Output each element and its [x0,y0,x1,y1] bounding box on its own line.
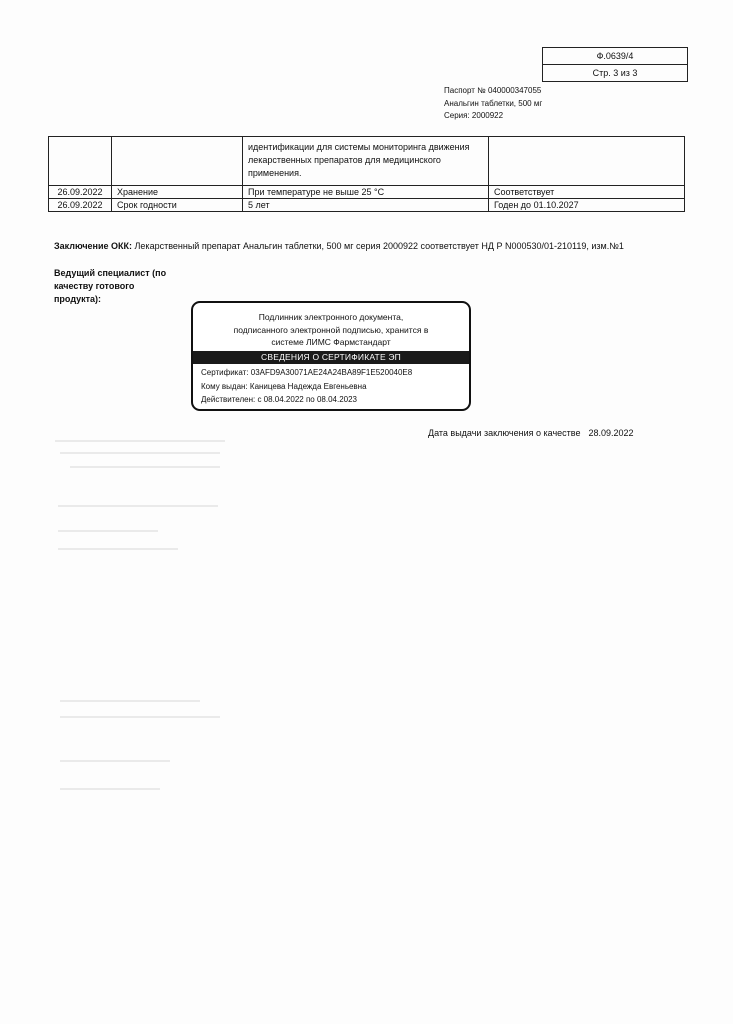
passport-product: Анальгин таблетки, 500 мг [444,98,543,108]
cell-result: Соответствует [489,186,685,199]
stamp-details [201,366,412,407]
stamp-certificate: Сертификат: 03AFD9A30071AE24A24BA89F1E520040E8 [201,368,413,377]
form-code-box [542,47,688,82]
passport-number: Паспорт № 040000347055 [444,86,542,95]
cell-name [112,137,243,186]
table-row [49,199,685,212]
bleed-through-mark [60,716,220,718]
bleed-through-mark [60,760,170,762]
stamp-certificate-bar: СВЕДЕНИЯ О СЕРТИФИКАТЕ ЭП [193,351,469,364]
bleed-through-mark [70,466,220,468]
bleed-through-mark [58,548,178,550]
qc-conclusion [54,240,654,253]
issue-date-label: Дата выдачи заключения о качестве [428,428,581,438]
page-number: Стр. 3 из 3 [543,64,687,81]
cell-result [489,137,685,186]
passport-info [444,85,542,123]
issue-date-line [428,428,634,438]
cell-name: Срок годности [112,199,243,212]
bleed-through-mark [60,452,220,454]
stamp-line: подписанного электронной подписью, хранится в [233,324,429,335]
cell-requirement: 5 лет [243,199,489,212]
form-code: Ф.0639/4 [596,51,634,61]
cell-name: Хранение [112,186,243,199]
stamp-valid: Действителен: с 08.04.2022 по 08.04.2023 [201,395,357,404]
bleed-through-mark [60,788,160,790]
bleed-through-mark [58,530,158,532]
specialist-label: Ведущий специалист (по качеству готового продукта): [54,268,167,304]
stamp-header [193,311,469,349]
stamp-issued-to: Кому выдан: Каницева Надежда Евгеньевна [201,381,367,391]
test-results-table [48,136,685,212]
cell-requirement: При температуре не выше 25 °С [243,186,489,199]
stamp-line: системе ЛИМС Фармстандарт [271,337,391,347]
cell-result: Годен до 01.10.2027 [489,199,685,212]
stamp-line: Подлинник электронного документа, [258,312,404,322]
cell-date [49,137,112,186]
table-row [49,186,685,199]
issue-date-value: 28.09.2022 [588,428,634,438]
electronic-signature-stamp [191,301,471,411]
table-row [49,137,685,186]
cell-requirement: идентификации для системы мониторинга движения лекарственных препаратов для медицинского применения. [243,137,489,186]
cell-date: 26.09.2022 [49,186,112,199]
conclusion-text: Лекарственный препарат Анальгин таблетки, 500 мг серия 2000922 соответствует НД Р N000530/01-210119, изм.№1 [132,241,624,251]
bleed-through-mark [55,440,225,442]
conclusion-label: Заключение ОКК: [54,241,133,251]
bleed-through-mark [58,505,218,507]
cell-date: 26.09.2022 [49,199,112,212]
bleed-through-mark [60,700,200,702]
passport-series: Серия: 2000922 [444,111,504,120]
